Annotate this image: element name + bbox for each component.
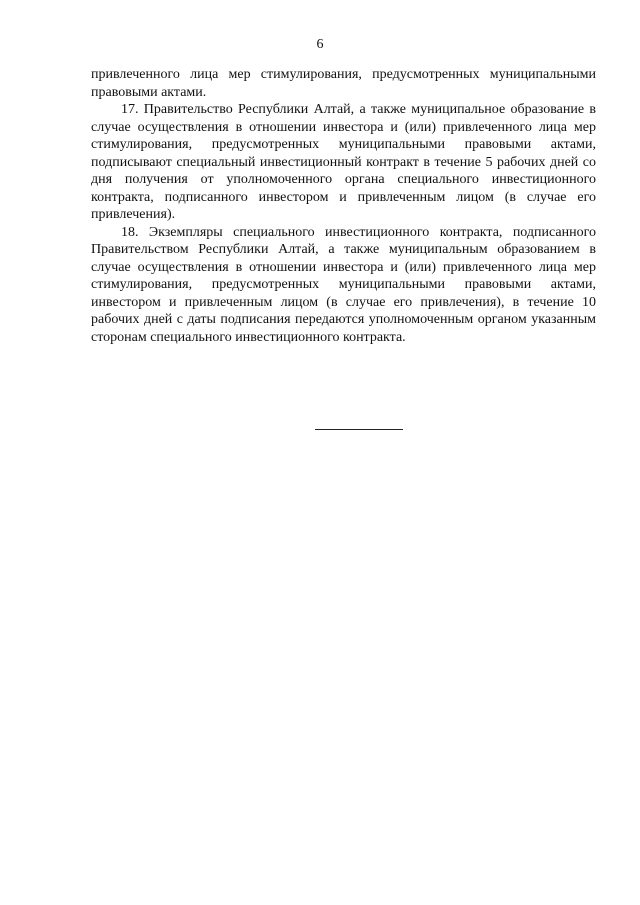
paragraph-17: 17. Правительство Республики Алтай, а также муниципальное образование в случае осуществления в отношении инвестора и (или) привлеченного лица мер стимулирования, предусмотренных муниципальными правовыми актами, подписывают специальный инвестиционный контракт в течение 5 рабочих дней со дня получения от уполномоченного органа специального инвестиционного контракта, подписанного инвестором и привлеченным лицом (в случае его привлечения).: [91, 102, 596, 222]
page-number: 6: [316, 37, 324, 52]
document-body: [91, 66, 596, 346]
paragraph-18: 18. Экземпляры специального инвестиционного контракта, подписанного Правительством Республики Алтай, а также муниципальным образованием в случае осуществления в отношении инвестора и (или) привлеченного лица мер стимулирования, предусмотренных муниципальными правовыми актами, инвестором и привлеченным лицом (в случае его привлечения), в течение 10 рабочих дней с даты подписания передаются уполномоченным органом указанным сторонам специального инвестиционного контракта.: [91, 224, 596, 345]
end-separator-line: [315, 429, 403, 430]
paragraph-continuation: привлеченного лица мер стимулирования, предусмотренных муниципальными правовыми актами.: [91, 67, 596, 100]
